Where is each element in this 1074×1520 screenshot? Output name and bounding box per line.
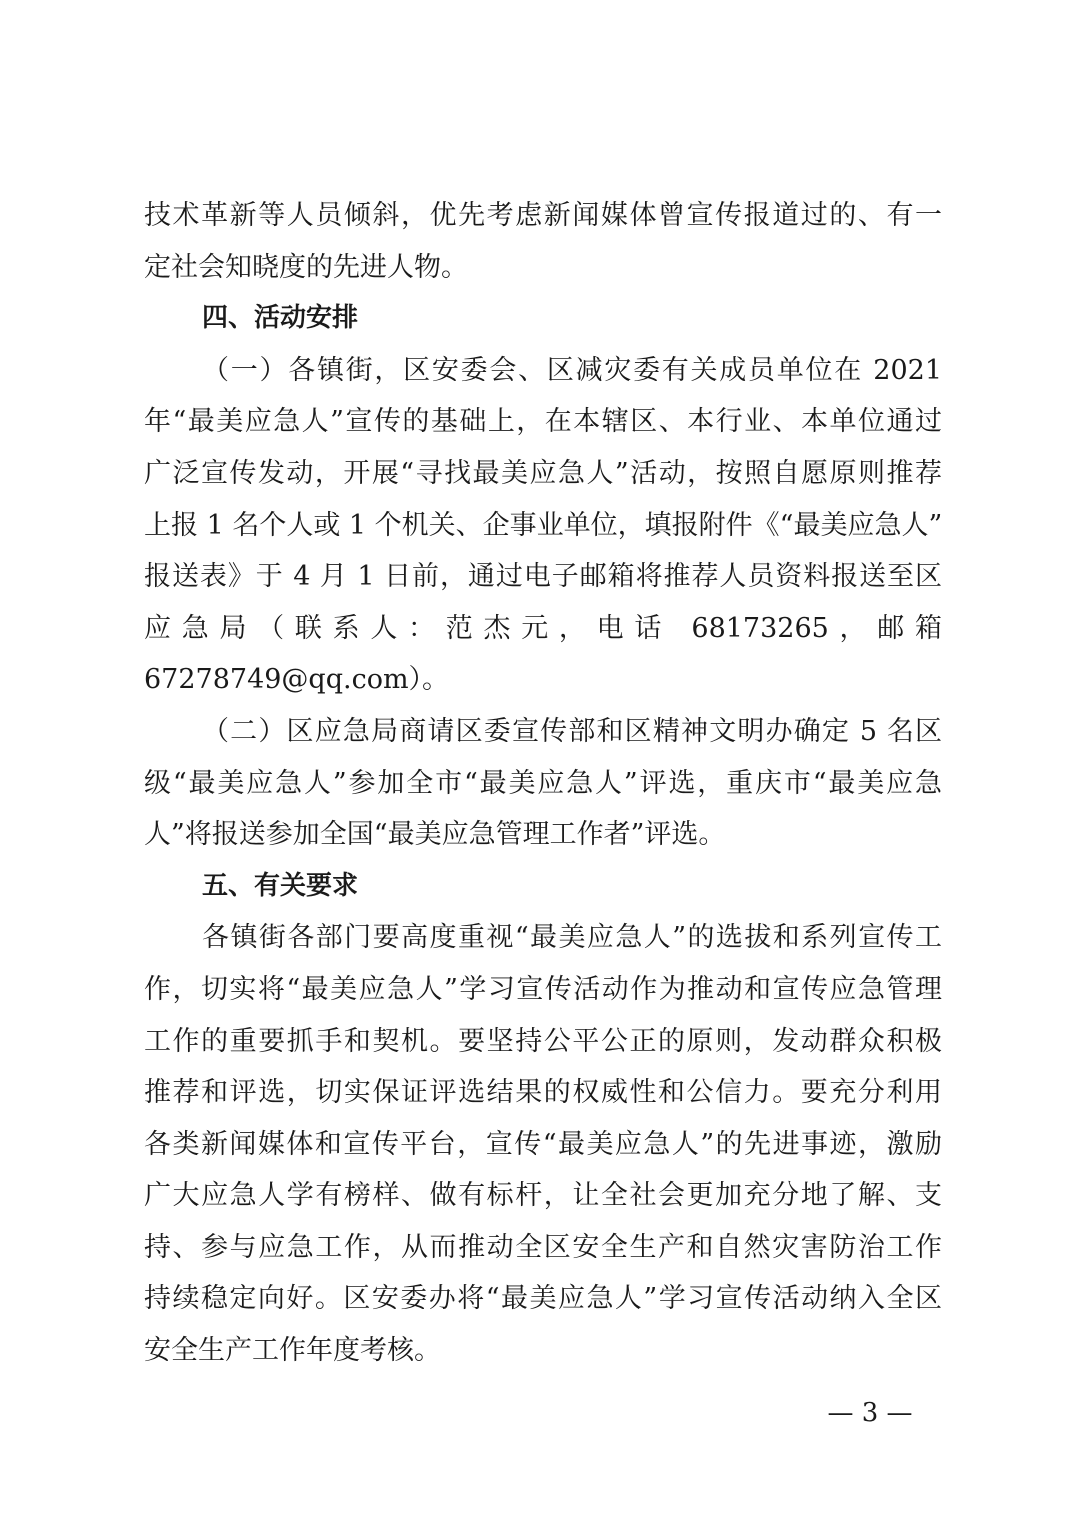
text-line: 年“最美应急人”宣传的基础上，在本辖区、本行业、本单位通过 [144,406,942,438]
paragraph-requirements [144,912,942,1376]
text-line: 定社会知晓度的先进人物。 [144,251,468,283]
text-line: 各镇街各部门要高度重视“最美应急人”的选拔和系列宣传工 [202,922,942,954]
text-line: （一）各镇街，区安委会、区减灾委有关成员单位在 2021 [202,354,942,386]
text-line: 级“最美应急人”参加全市“最美应急人”评选，重庆市“最美应急 [144,767,942,799]
paragraph-continued [144,190,942,293]
text-line: 应急局（联系人：范杰元，电话 68173265，邮箱 [144,612,942,644]
paragraph-item-one [144,345,942,706]
text-line: 工作的重要抓手和契机。要坚持公平公正的原则，发动群众积极 [144,1025,942,1057]
text-line: 67278749@qq.com）。 [144,664,450,696]
page-number: — 3 — [827,1398,913,1428]
text-line: 报送表》于 4 月 1 日前，通过电子邮箱将推荐人员资料报送至区 [144,561,942,593]
section-heading-activity-arrangement: 四、活动安排 [202,303,359,334]
section-heading-requirements: 五、有关要求 [202,870,359,901]
text-line: 技术革新等人员倾斜，优先考虑新闻媒体曾宣传报道过的、有一 [144,200,942,231]
document-body [144,190,942,1377]
text-line: 上报 1 名个人或 1 个机关、企事业单位，填报附件《“最美应急人” [144,509,942,541]
text-line: 安全生产工作年度考核。 [144,1335,441,1367]
text-line: 推荐和评选，切实保证评选结果的权威性和公信力。要充分利用 [144,1077,942,1109]
text-line: 持、参与应急工作，从而推动全区安全生产和自然灾害防治工作 [144,1231,942,1263]
text-line: （二）区应急局商请区委宣传部和区精神文明办确定 5 名区 [202,715,942,747]
text-line: 广大应急人学有榜样、做有标杆，让全社会更加充分地了解、支 [144,1180,942,1212]
paragraph-item-two [144,706,942,861]
text-line: 各类新闻媒体和宣传平台，宣传“最美应急人”的先进事迹，激励 [144,1128,942,1160]
text-line: 作，切实将“最美应急人”学习宣传活动作为推动和宣传应急管理 [144,973,942,1005]
text-line: 持续稳定向好。区安委办将“最美应急人”学习宣传活动纳入全区 [144,1283,942,1315]
text-line: 人”将报送参加全国“最美应急管理工作者”评选。 [144,819,726,851]
text-line: 广泛宣传发动，开展“寻找最美应急人”活动，按照自愿原则推荐 [144,457,942,489]
